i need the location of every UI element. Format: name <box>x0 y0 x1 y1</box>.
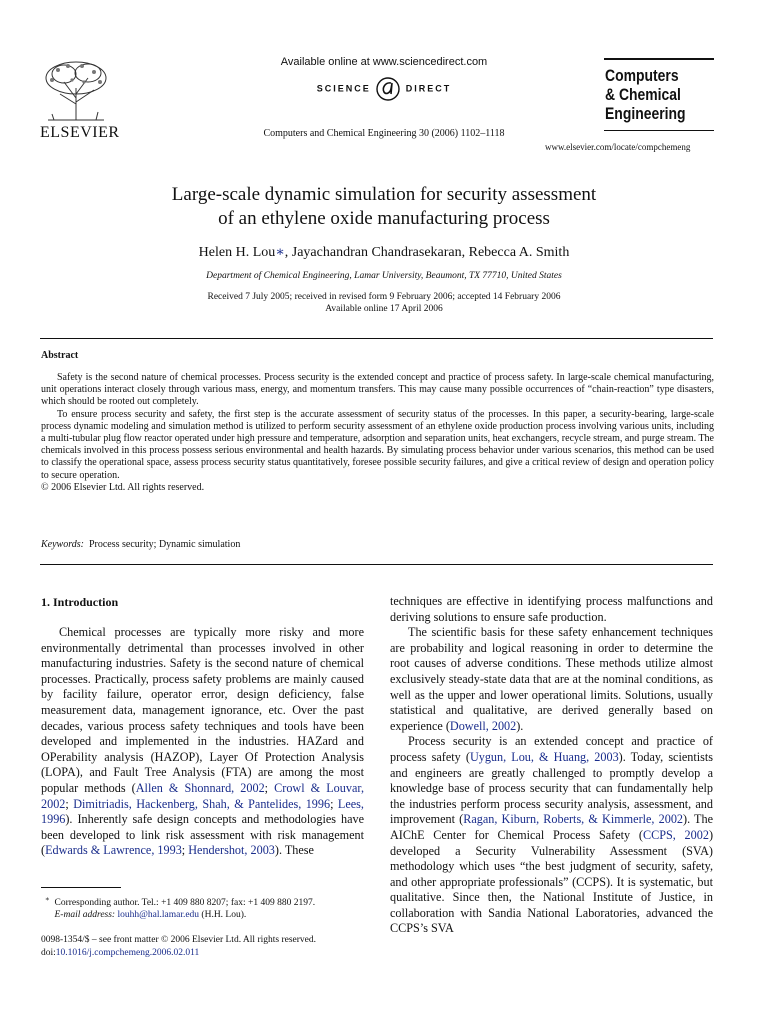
citation-link[interactable]: CCPS, 2002 <box>642 827 709 842</box>
text-run: ; <box>65 796 74 811</box>
doi-label: doi: <box>41 947 56 958</box>
text-run: ). Today, scientists and engineers are greatly challenged to promptly develop a knowledge base of process security that can fundamentally help the industries perform process security analysis, assessment, and improvement ( <box>390 749 713 827</box>
contact-text: Corresponding author. Tel.: +1 409 880 8207; fax: +1 409 880 2197. <box>54 898 316 909</box>
intro-paragraph <box>390 625 713 734</box>
text-run: ; <box>330 796 338 811</box>
intro-paragraph <box>390 734 713 937</box>
text-run: ). Inherently safe design concepts and methodologies have been developed to link risk assessment with risk management ( <box>41 812 364 858</box>
text-run: Process security is an extended concept and practice of process safety ( <box>390 734 713 764</box>
author-name: Helen H. Lou <box>198 245 276 260</box>
email-label: E-mail address: <box>54 910 116 921</box>
citation-link[interactable]: Crowl & Louvar, 2002 <box>41 780 364 811</box>
authors <box>0 244 768 261</box>
citation-link[interactable]: Uygun, Lou, & Huang, 2003 <box>469 749 619 764</box>
email-link[interactable]: louhh@hal.lamar.edu <box>117 910 200 921</box>
abstract-bottom-rule <box>40 564 713 565</box>
journal-title-line: Computers <box>605 66 679 85</box>
journal-title-line: & Chemical <box>605 85 681 104</box>
citation-link[interactable]: Edwards & Lawrence, 1993 <box>45 843 182 858</box>
keywords <box>41 539 240 550</box>
abstract-paragraph: Safety is the second nature of chemical processes. Process security is the extended concept and practice of process safety. In large-scale chemical manufacturing, unit operations interact closely through various mass, energy, and momentum transfers. This may cause many possible occurrences of “chain-reaction” type disasters, which should be rooted out completely. <box>41 372 714 408</box>
affiliation: Department of Chemical Engineering, Lamar University, Beaumont, TX 77710, United States <box>206 271 562 281</box>
doi-line <box>41 947 316 960</box>
issn-block <box>41 934 316 959</box>
footnote-email <box>45 909 315 921</box>
keywords-list: Process security; Dynamic simulation <box>88 539 241 550</box>
article-title-line: of an ethylene oxide manufacturing process <box>218 208 550 229</box>
footnote-rule <box>41 887 121 888</box>
abstract-paragraph: To ensure process security and safety, the first step is the accurate assessment of security status of the processes. In this paper, a security-bearing, large-scale process dynamic modeling and simulation method is utilized to perform security assessment of an ethylene oxide production process involving various units, including a multi-tubular plug flow reactor operated under high pressure and temperature, adsorption and separation units, heat exchangers, recycle stream, and purge stream. The chemicals involved in this process possess serious environmental and health hazards. By simulating process behavior under various scenarios, this method can be used to classify the operational space, assess process security status quantitatively, foresee possible security failures, and give a critical review of design and operation policy to secure operation. <box>41 408 714 481</box>
abstract-copyright: © 2006 Elsevier Ltd. All rights reserved. <box>41 481 205 493</box>
abstract-top-rule <box>40 338 713 339</box>
citation-link[interactable]: Lees, 1996 <box>41 796 364 827</box>
footnote-contact <box>45 893 315 909</box>
abstract-heading: Abstract <box>41 350 79 361</box>
right-column <box>390 594 713 937</box>
email-suffix: (H.H. Lou). <box>199 910 247 921</box>
journal-reference: Computers and Chemical Engineering 30 (2006) 1102–1118 <box>263 128 505 139</box>
text-run: ). These <box>274 843 314 858</box>
journal-title-top-rule <box>604 58 714 60</box>
journal-title-line: Engineering <box>605 104 686 123</box>
left-column <box>41 625 364 859</box>
text-run: Chemical processes are typically more risky and more environmentally detrimental than processes involved in other manufacturing industries. Safety is the second nature of chemical processes. Practically, process safety problems are mainly caused by facility failure, operator error, design deficiency, false measurement data, management ignorance, etc. Over the past decades, various process safety techniques and tools have been developed and implemented in the industries. HAZard and OPerability analysis (HAZOP), Layer Of Protection Analysis (LOPA), and Fault Tree Analysis (FTA) are among the most popular methods ( <box>41 625 364 795</box>
article-dates <box>0 291 768 315</box>
citation-link[interactable]: Dowell, 2002 <box>449 718 517 733</box>
section-heading-introduction: 1. Introduction <box>41 595 119 609</box>
text-run: ; <box>264 780 275 795</box>
text-run: ). <box>516 718 524 733</box>
doi-link[interactable]: 10.1016/j.compchemeng.2006.02.011 <box>55 947 200 958</box>
publisher-name: ELSEVIER <box>40 124 120 141</box>
article-title <box>0 183 768 231</box>
article-title-line: Large-scale dynamic simulation for security assessment <box>171 184 597 205</box>
sd-right-text: DIRECT <box>405 83 452 94</box>
citation-link[interactable]: Ragan, Kiburn, Roberts, & Kimmerle, 2002 <box>463 812 684 827</box>
footnote-mark: ∗ <box>45 895 50 903</box>
citation-link[interactable]: Allen & Shonnard, 2002 <box>135 780 265 795</box>
footnote <box>45 893 315 921</box>
author-names-rest: , Jayachandran Chandrasekaran, Rebecca A. Smith <box>284 245 570 260</box>
text-run: ). The AIChE Center for Chemical Process Safety ( <box>390 812 714 842</box>
available-online-date: Available online 17 April 2006 <box>325 304 443 314</box>
sd-left-text: SCIENCE <box>316 83 371 94</box>
citation-link[interactable]: Dimitriadis, Hackenberg, Shah, & Pantelides, 1996 <box>73 796 331 811</box>
abstract-body <box>41 372 714 494</box>
front-matter-line: 0098-1354/$ – see front matter © 2006 Elsevier Ltd. All rights reserved. <box>41 935 317 945</box>
text-run: The scientific basis for these safety enhancement techniques are probability and logical reasoning in order to determine the root causes of adverse conditions. These methods utilize almost exclusively steady-state data that are at the nominal conditions, as well as the upper and lower operational limits. Solutions, usually statistical and qualitative, are derived generally based on experience ( <box>390 625 713 733</box>
citation-link[interactable]: Hendershot, 2003 <box>188 843 275 858</box>
text-run: ) developed a Security Vulnerability Assessment (SVA) methodology which uses “the best judgment of security, safety, and other appropriate professionals” (CCPS). It is systematic, but qualitative. Since then, the National Institute of Justice, in collaboration with Sandia National Laboratories, advanced the CCPS’s SVA <box>390 827 713 936</box>
journal-title-block <box>605 66 686 123</box>
intro-paragraph <box>41 625 364 859</box>
text-run: ; <box>181 843 189 858</box>
intro-paragraph: techniques are effective in identifying process malfunctions and deriving solutions to ensure safe production. <box>390 594 713 624</box>
journal-title-bottom-rule <box>604 130 714 131</box>
keywords-label: Keywords: <box>41 539 84 550</box>
corresponding-author-mark[interactable]: ∗ <box>275 245 285 260</box>
received-dates: Received 7 July 2005; received in revised form 9 February 2006; accepted 14 February 2006 <box>207 292 561 302</box>
journal-url[interactable]: www.elsevier.com/locate/compchemeng <box>545 142 691 152</box>
available-online: Available online at www.sciencedirect.com <box>280 56 488 68</box>
sciencedirect-at-icon <box>375 76 401 102</box>
